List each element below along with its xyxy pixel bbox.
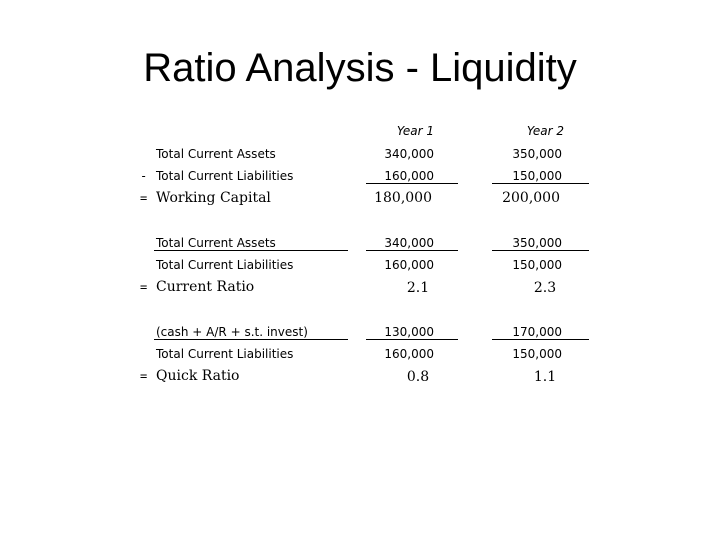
result-year-1: 0.8 <box>406 369 430 385</box>
fraction-bar <box>492 250 589 251</box>
numerator-year-2: 170,000 <box>512 325 562 339</box>
row-label: Total Current Assets <box>156 147 276 161</box>
fraction-bar <box>366 250 458 251</box>
denominator-year-2: 150,000 <box>512 347 562 361</box>
denominator-label: Total Current Liabilities <box>156 258 294 272</box>
value-year-2: 350,000 <box>512 147 562 161</box>
equals-operator: = <box>140 280 148 294</box>
row-label: Total Current Liabilities <box>156 169 294 183</box>
numerator-year-2: 350,000 <box>512 236 562 250</box>
fraction-bar <box>366 339 458 340</box>
numerator-year-1: 130,000 <box>384 325 434 339</box>
result-year-1: 2.1 <box>406 280 430 296</box>
value-year-1: 160,000 <box>384 169 434 183</box>
value-year-1: 340,000 <box>384 147 434 161</box>
result-year-1: 180,000 <box>374 190 432 206</box>
result-label: Quick Ratio <box>156 368 240 384</box>
value-year-2: 150,000 <box>512 169 562 183</box>
result-year-2: 1.1 <box>533 369 557 385</box>
minus-operator: - <box>140 169 148 183</box>
fraction-bar <box>492 339 589 340</box>
denominator-year-1: 160,000 <box>384 258 434 272</box>
result-label: Working Capital <box>156 190 271 206</box>
result-label: Current Ratio <box>156 279 255 295</box>
column-header-year-2: Year 2 <box>526 124 564 138</box>
page-title: Ratio Analysis - Liquidity <box>143 46 577 90</box>
result-year-2: 2.3 <box>533 280 557 296</box>
numerator-year-1: 340,000 <box>384 236 434 250</box>
denominator-year-2: 150,000 <box>512 258 562 272</box>
numerator-label: Total Current Assets <box>156 236 276 250</box>
fraction-bar <box>154 339 348 340</box>
underline <box>492 183 589 184</box>
fraction-bar <box>154 250 348 251</box>
result-year-2: 200,000 <box>502 190 560 206</box>
denominator-year-1: 160,000 <box>384 347 434 361</box>
column-header-year-1: Year 1 <box>396 124 434 138</box>
underline <box>366 183 458 184</box>
numerator-label: (cash + A/R + s.t. invest) <box>156 325 308 339</box>
equals-operator: = <box>140 369 148 383</box>
equals-operator: = <box>140 191 148 205</box>
denominator-label: Total Current Liabilities <box>156 347 294 361</box>
